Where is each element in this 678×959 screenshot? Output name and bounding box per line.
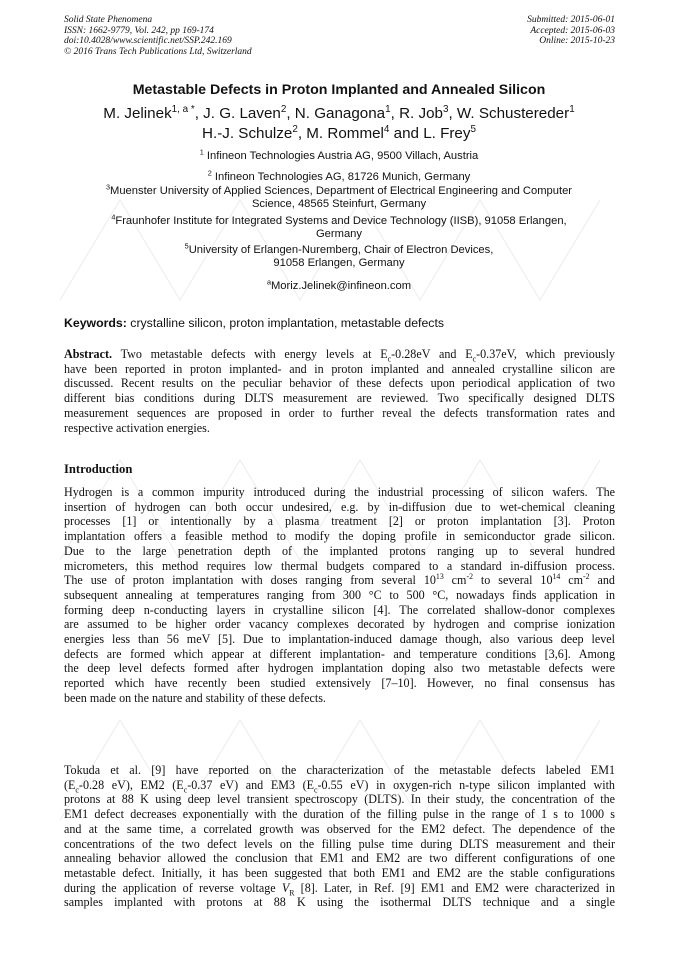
- online-date: Online: 2015-10-23: [539, 36, 615, 47]
- affiliation-2: $^2$ Infineon Technologies AG, 81726 Munich, Germany: [207, 168, 471, 183]
- doi-line: doi:10.4028/www.scientific.net/SSP.242.169: [64, 36, 232, 47]
- accepted-date: Accepted: 2015-06-03: [530, 25, 615, 36]
- author-list: M. Jelinek$^{1, a *}$, J. G. Laven$^2$, N. Ganagona$^1$, R. Job$^3$, W. Schustereder$^1$ H.-J. Schulze$^2$, M. Rommel$^4$ and L. Frey$^5$: [103, 103, 575, 142]
- email-link[interactable]: $^a$Moriz.Jelinek@infineon.com: [266, 277, 412, 292]
- issn-line: ISSN: 1662-9779, Vol. 242, pp 169-174: [64, 25, 214, 36]
- copyright-line: © 2016 Trans Tech Publications Ltd, Switzerland: [64, 46, 252, 57]
- affiliation-3: $^3$Muenster University of Applied Sciences, Department of Electrical Engineering and Computer Science, 48565 Steinfurt, Germany: [105, 182, 573, 211]
- journal-name: Solid State Phenomena: [64, 15, 153, 25]
- abstract: Abstract. Two metastable defects with energy levels at $E_c-0.28eV$ and $E_c-0.37eV$, which previously have been reported in proton implanted- and in proton implanted and annealed crystalline silicon are discussed. Recent results on the peculiar behavior of these defects upon periodical application of two different bias conditions during DLTS measurement are reviewed. Two specifically designed DLTS measurement sequences are proposed in order to further reveal the defects transformation rates and respective activation energies.: [64, 347, 615, 435]
- intro-paragraph-1: Hydrogen is a common impurity introduced during the industrial processing of silicon wafers. The insertion of hydrogen can both occur undesired, e.g. by in-diffusion due to wet-chemical cleaning processes [1] or intentionally by a plasma treatment [2] or proton implantation [3]. Proton implantation offers a feasible method to modify the doping profile in semiconductor grade silicon. Due to the large penetration depth of the implanted protons ranging up to several hundred micrometers, this method requires low thermal budgets compared to a standard in-diffusion process. The use of proton implantation with doses ranging from several $10^{13}$ $cm^{-2}$ to several $10^{14}$ $cm^{-2}$ and subsequent annealing at temperatures ranging from 300 °C to 500 °C, nowadays finds application in forming deep n-conducting layers in crystalline silicon [4]. The correlated shallow-donor complexes are assumed to be higher order vacancy complexes decorated by hydrogen and comprise ionization energies less than 56 meV [5]. Due to implantation-induced damage though, also various deep level defects are formed which appear at different implantation- and temperature conditions [3,6]. Among the deep level defects formed after hydrogen implantation doping also two metastable defects were reported which have recently been studied extensively [7–10]. However, no final consensus has been made on the nature and stability of these defects.: [64, 485, 615, 705]
- submission-dates: [527, 15, 615, 47]
- section-heading-introduction: Introduction: [64, 462, 133, 476]
- affiliation-4: $^4$Fraunhofer Institute for Integrated Systems and Device Technology (IISB), 91058 Erlangen, Germany: [111, 212, 567, 241]
- paper-title: Metastable Defects in Proton Implanted and Annealed Silicon: [132, 82, 546, 98]
- keywords: Keywords: crystalline silicon, proton implantation, metastable defects: [64, 316, 445, 330]
- affiliation-1: $^1$ Infineon Technologies Austria AG, 9500 Villach, Austria: [199, 147, 479, 162]
- intro-paragraph-2: Tokuda et al. [9] have reported on the characterization of the metastable defects labeled EM1 ($E_c-0.28$ eV), EM2 ($E_c-0.37$ eV) and EM3 ($E_c-0.55$ eV) in oxygen-rich n-type silicon implanted with protons at 88 K using deep level transient spectroscopy (DLTS). In their study, the concentration of the EM1 defect decreases exponentially with the duration of the filling pulse in the range of 1 s to 1000 s and at the same time, a correlated growth was observed for the EM2 defect. The dependence of the concentrations of the two defect levels on the filling pulse time during DLTS measurement and their annealing behavior allowed the conclusion that EM1 and EM2 are two different configurations of one metastable defect. Initially, it has been suggested that both EM1 and EM2 are the stable configurations during the application of reverse voltage $V_R$ [8]. Later, in Ref. [9] EM1 and EM2 were characterized in samples implanted with protons at 88 K using the isothermal DLTS technique and a single: [64, 763, 615, 910]
- submitted-date: Submitted: 2015-06-01: [527, 15, 615, 25]
- journal-info: [64, 15, 252, 57]
- affiliation-5: $^5$University of Erlangen-Nuremberg, Chair of Electron Devices, 91058 Erlangen, Germany: [184, 241, 494, 270]
